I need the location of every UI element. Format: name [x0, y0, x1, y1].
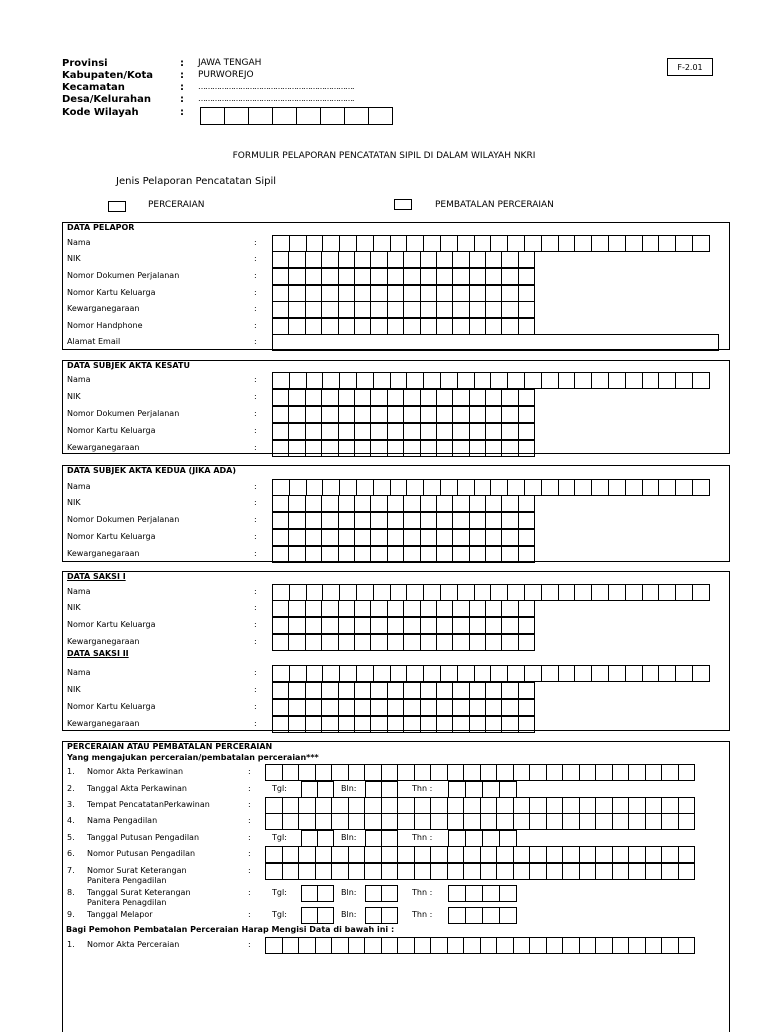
colon: :: [248, 816, 251, 825]
item-number: 1.: [67, 767, 75, 776]
saksi2-title: DATA SAKSI II: [67, 649, 129, 658]
item-number: 3.: [67, 800, 75, 809]
bln-label: Bln:: [341, 888, 357, 897]
digit-boxes[interactable]: [272, 546, 535, 563]
colon: :: [254, 426, 257, 435]
colon: :: [180, 70, 184, 81]
year-boxes[interactable]: [448, 781, 517, 798]
field-label: Nama: [67, 668, 91, 677]
provinsi-label: Provinsi: [62, 58, 108, 69]
field-label: Nomor Kartu Keluarga: [67, 426, 156, 435]
colon: :: [248, 784, 251, 793]
colon: :: [254, 620, 257, 629]
bln-label: Bln:: [341, 833, 357, 842]
colon: :: [254, 515, 257, 524]
field-label: Kewarganegaraan: [67, 443, 140, 452]
digit-boxes[interactable]: [272, 699, 535, 716]
digit-boxes[interactable]: [272, 440, 535, 457]
field-label: Nomor Dokumen Perjalanan: [67, 409, 180, 418]
year-boxes[interactable]: [448, 830, 517, 847]
colon: :: [248, 866, 251, 875]
digit-boxes[interactable]: [272, 529, 535, 546]
kecamatan-value[interactable]: ………………………………………………………….: [198, 82, 354, 91]
item-label-line2: Panitera Pengadilan: [87, 876, 167, 885]
item-label: Nomor Surat Keterangan: [87, 866, 187, 875]
digit-boxes[interactable]: [272, 617, 535, 634]
item-label: Nomor Akta Perceraian: [87, 940, 180, 949]
item-number: 7.: [67, 866, 75, 875]
colon: :: [254, 443, 257, 452]
item-label: Nomor Putusan Pengadilan: [87, 849, 196, 858]
name-boxes[interactable]: [272, 372, 710, 389]
item-label: Tanggal Melapor: [87, 910, 153, 919]
name-boxes[interactable]: [272, 584, 710, 601]
year-boxes[interactable]: [448, 907, 517, 924]
colon: :: [254, 337, 257, 346]
colon: :: [254, 482, 257, 491]
pembatalan-note: Bagi Pemohon Pembatalan Perceraian Harap Mengisi Data di bawah ini :: [66, 925, 395, 934]
digit-boxes[interactable]: [272, 634, 535, 651]
digit-boxes[interactable]: [272, 318, 535, 335]
field-label: Nama: [67, 375, 91, 384]
item-boxes[interactable]: [265, 863, 695, 880]
digit-boxes[interactable]: [272, 389, 535, 406]
colon: :: [254, 587, 257, 596]
digit-boxes[interactable]: [272, 268, 535, 285]
item-boxes[interactable]: [265, 797, 695, 814]
colon: :: [254, 321, 257, 330]
colon: :: [254, 719, 257, 728]
section-subtitle: Yang mengajukan perceraian/pembatalan perceraian***: [67, 753, 319, 762]
field-label: Nomor Dokumen Perjalanan: [67, 271, 180, 280]
colon: :: [180, 82, 184, 93]
colon: :: [248, 800, 251, 809]
month-boxes[interactable]: [365, 907, 398, 924]
field-label: Kewarganegaraan: [67, 719, 140, 728]
name-boxes[interactable]: [272, 235, 710, 252]
kode-wilayah-boxes[interactable]: [200, 107, 393, 125]
digit-boxes[interactable]: [272, 301, 535, 318]
item-boxes[interactable]: [265, 937, 695, 954]
tgl-label: Tgl:: [272, 888, 287, 897]
perceraian-checkbox[interactable]: [108, 201, 126, 212]
item-label-line2: Panitera Penagdilan: [87, 898, 167, 907]
colon: :: [254, 668, 257, 677]
item-number: 2.: [67, 784, 75, 793]
jenis-label: Jenis Pelaporan Pencatatan Sipil: [116, 176, 276, 187]
name-boxes[interactable]: [272, 479, 710, 496]
day-boxes[interactable]: [301, 830, 334, 847]
pembatalan-option-label: PEMBATALAN PERCERAIAN: [435, 200, 554, 210]
item-number: 8.: [67, 888, 75, 897]
item-label: Tempat PencatatanPerkawinan: [87, 800, 210, 809]
saksi1-title: DATA SAKSI I: [67, 572, 126, 581]
colon: :: [180, 94, 184, 105]
colon: :: [248, 888, 251, 897]
field-label: Kewarganegaraan: [67, 549, 140, 558]
colon: :: [254, 238, 257, 247]
tgl-label: Tgl:: [272, 910, 287, 919]
field-label: Nomor Kartu Keluarga: [67, 532, 156, 541]
colon: :: [254, 532, 257, 541]
digit-boxes[interactable]: [272, 495, 535, 512]
field-label: NIK: [67, 685, 81, 694]
desa-label: Desa/Kelurahan: [62, 94, 152, 105]
colon: :: [254, 549, 257, 558]
field-label: Nama: [67, 238, 91, 247]
provinsi-value: JAWA TENGAH: [198, 58, 262, 68]
colon: :: [254, 288, 257, 297]
section-title: DATA PELAPOR: [67, 223, 135, 232]
colon: :: [254, 375, 257, 384]
desa-value[interactable]: ………………………………………………………….: [198, 94, 354, 103]
item-label: Nama Pengadilan: [87, 816, 158, 825]
item-number: 4.: [67, 816, 75, 825]
item-number: 1.: [67, 940, 75, 949]
month-boxes[interactable]: [365, 781, 398, 798]
form-title: FORMULIR PELAPORAN PENCATATAN SIPIL DI DALAM WILAYAH NKRI: [232, 151, 536, 161]
field-label: Nomor Handphone: [67, 321, 143, 330]
email-input[interactable]: [272, 334, 719, 351]
colon: :: [254, 498, 257, 507]
bln-label: Bln:: [341, 910, 357, 919]
item-label: Nomor Akta Perkawinan: [87, 767, 184, 776]
item-label: Tanggal Putusan Pengadilan: [87, 833, 200, 842]
item-boxes[interactable]: [265, 813, 695, 830]
colon: :: [248, 910, 251, 919]
field-label: Kewarganegaraan: [67, 637, 140, 646]
form-code-box: F-2.01: [667, 58, 713, 76]
digit-boxes[interactable]: [272, 600, 535, 617]
year-boxes[interactable]: [448, 885, 517, 902]
digit-boxes[interactable]: [272, 285, 535, 302]
field-label: Nomor Kartu Keluarga: [67, 620, 156, 629]
colon: :: [254, 702, 257, 711]
digit-boxes[interactable]: [272, 423, 535, 440]
kode-wilayah-label: Kode Wilayah: [62, 107, 139, 118]
item-number: 6.: [67, 849, 75, 858]
colon: :: [180, 58, 184, 69]
tgl-label: Tgl:: [272, 784, 287, 793]
kabupaten-label: Kabupaten/Kota: [62, 70, 153, 81]
bln-label: Bln:: [341, 784, 357, 793]
field-label: Nama: [67, 587, 91, 596]
colon: :: [254, 304, 257, 313]
section-title: DATA SUBJEK AKTA KEDUA (JIKA ADA): [67, 466, 237, 475]
colon: :: [248, 940, 251, 949]
field-label: NIK: [67, 392, 81, 401]
item-number: 9.: [67, 910, 75, 919]
thn-label: Thn :: [412, 833, 433, 842]
month-boxes[interactable]: [365, 885, 398, 902]
colon: :: [248, 849, 251, 858]
item-boxes[interactable]: [265, 846, 695, 863]
digit-boxes[interactable]: [272, 251, 535, 268]
colon: :: [248, 833, 251, 842]
colon: :: [254, 637, 257, 646]
digit-boxes[interactable]: [272, 716, 535, 733]
colon: :: [248, 767, 251, 776]
item-label: Tanggal Akta Perkawinan: [87, 784, 187, 793]
pembatalan-checkbox[interactable]: [394, 199, 412, 210]
colon: :: [254, 254, 257, 263]
month-boxes[interactable]: [365, 830, 398, 847]
section-title: DATA SUBJEK AKTA KESATU: [67, 361, 190, 370]
field-label: NIK: [67, 254, 81, 263]
colon: :: [254, 392, 257, 401]
colon: :: [254, 603, 257, 612]
field-label: Nomor Dokumen Perjalanan: [67, 515, 180, 524]
field-label: Alamat Email: [67, 337, 121, 346]
field-label: Nama: [67, 482, 91, 491]
item-number: 5.: [67, 833, 75, 842]
digit-boxes[interactable]: [272, 512, 535, 529]
colon: :: [180, 107, 184, 118]
thn-label: Thn :: [412, 784, 433, 793]
colon: :: [254, 271, 257, 280]
field-label: Nomor Kartu Keluarga: [67, 702, 156, 711]
perceraian-option-label: PERCERAIAN: [148, 200, 205, 210]
colon: :: [254, 409, 257, 418]
section-title: PERCERAIAN ATAU PEMBATALAN PERCERAIAN: [67, 742, 273, 751]
field-label: Kewarganegaraan: [67, 304, 140, 313]
colon: :: [254, 685, 257, 694]
day-boxes[interactable]: [301, 907, 334, 924]
field-label: NIK: [67, 603, 81, 612]
field-label: NIK: [67, 498, 81, 507]
thn-label: Thn :: [412, 888, 433, 897]
day-boxes[interactable]: [301, 781, 334, 798]
item-label: Tanggal Surat Keterangan: [87, 888, 191, 897]
tgl-label: Tgl:: [272, 833, 287, 842]
digit-boxes[interactable]: [272, 682, 535, 699]
item-boxes[interactable]: [265, 764, 695, 781]
digit-boxes[interactable]: [272, 406, 535, 423]
thn-label: Thn :: [412, 910, 433, 919]
name-boxes[interactable]: [272, 665, 710, 682]
field-label: Nomor Kartu Keluarga: [67, 288, 156, 297]
kabupaten-value: PURWOREJO: [198, 70, 254, 80]
kecamatan-label: Kecamatan: [62, 82, 125, 93]
day-boxes[interactable]: [301, 885, 334, 902]
